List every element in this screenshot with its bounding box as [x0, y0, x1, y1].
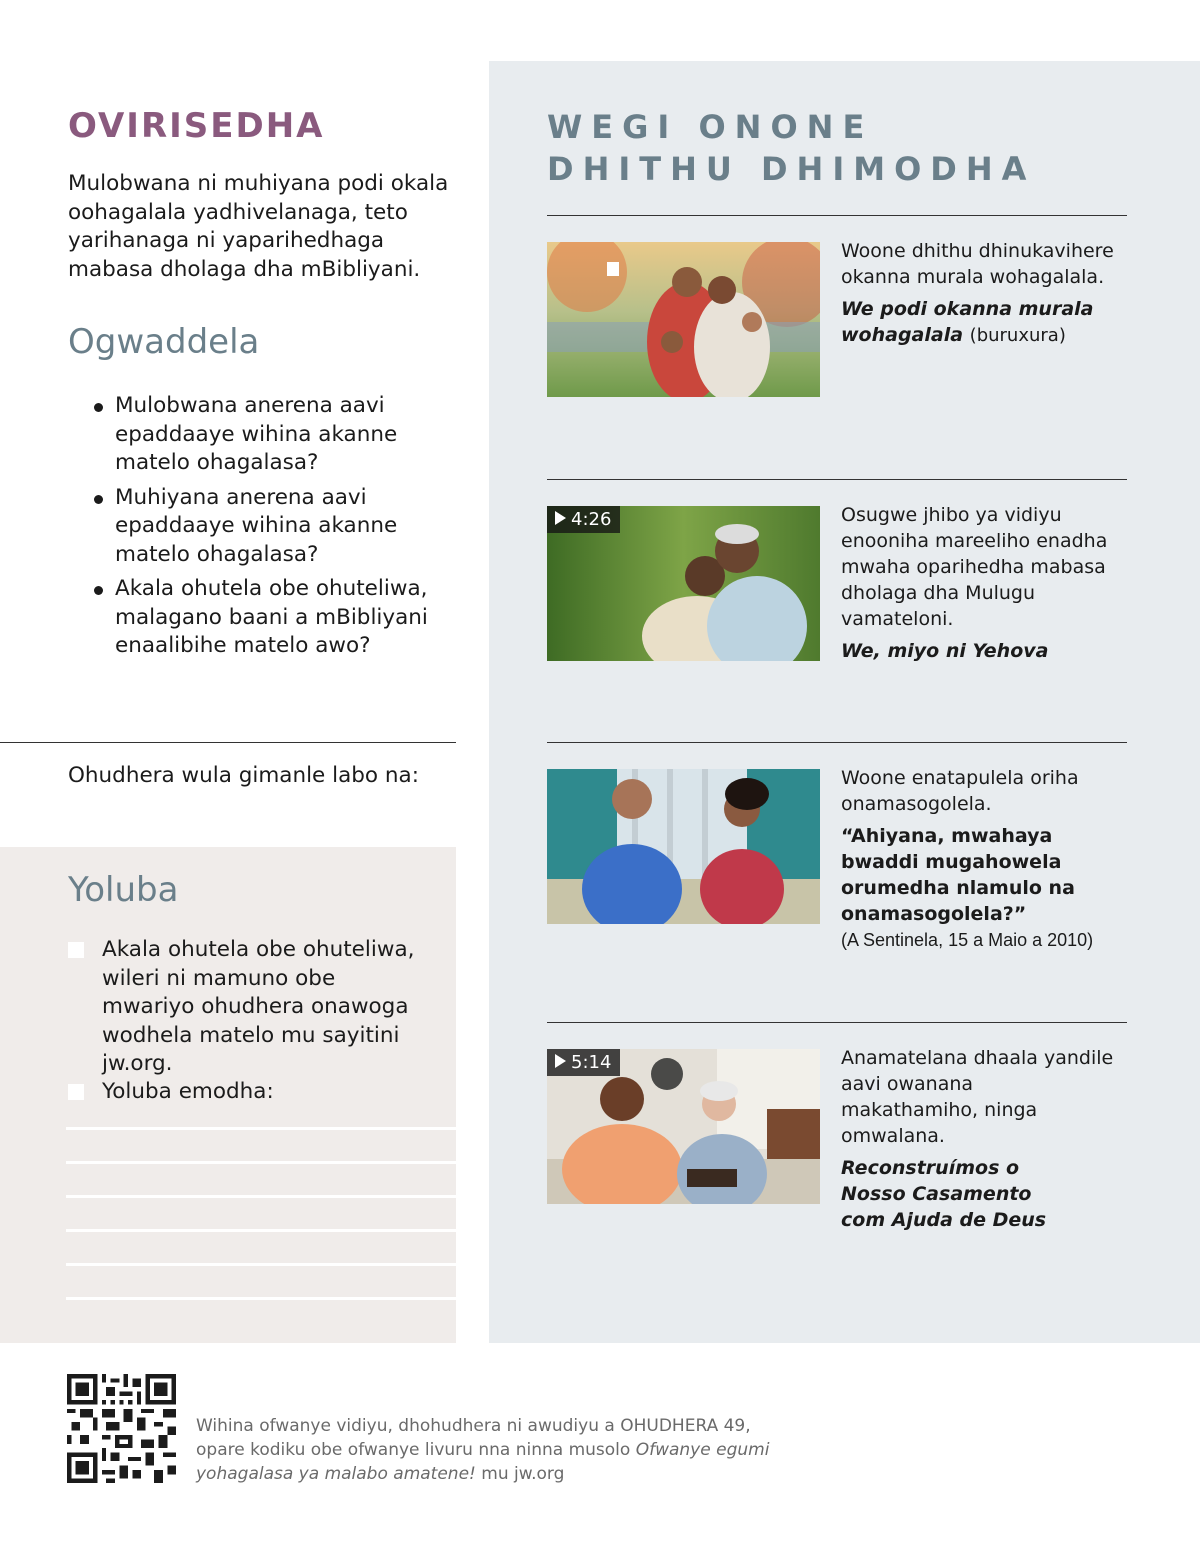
couple-reading-bible-photo[interactable]	[547, 1049, 820, 1204]
resource-item-text	[841, 1045, 1116, 1233]
resources-heading	[547, 106, 1107, 190]
video-duration-badge	[547, 506, 620, 533]
resource-description: Woone enatapulela oriha onamasogolela.	[841, 767, 1079, 815]
resource-divider	[547, 742, 1127, 743]
checkbox[interactable]	[68, 942, 84, 958]
resource-type: (buruxura)	[969, 325, 1066, 346]
writing-line[interactable]	[66, 1263, 456, 1266]
writing-line[interactable]	[66, 1297, 456, 1300]
writing-line[interactable]	[66, 1161, 456, 1164]
play-icon	[555, 511, 566, 525]
summary-text: Mulobwana ni muhiyana podi okala oohagalala yadhivelanaga, teto yarihanaga ni yaparihedhaga mabasa dholaga dha mBibliyani.	[68, 171, 449, 282]
footer-text-part1: Wihina ofwanye vidiyu, dhohudhera ni awudiyu a	[196, 1416, 621, 1436]
play-icon	[555, 1054, 566, 1068]
couple-talking-photo[interactable]	[547, 769, 820, 924]
next-visit-label: Ohudhera wula gimanle labo na:	[68, 763, 419, 788]
resource-item-text	[841, 765, 1116, 953]
summary-heading: OVIRISEDHA	[68, 106, 325, 146]
resource-title[interactable]	[841, 296, 1116, 349]
publication-reference[interactable]: (A Sentinela, 15 a Maio a 2010)	[841, 930, 1094, 950]
resource-title[interactable]: Reconstruímos o Nosso Casamento com Ajuda de Deus	[841, 1157, 1047, 1231]
video-duration: 4:26	[571, 509, 612, 530]
resources-heading-line1: WEGI ONONE	[547, 108, 874, 146]
questions-heading: Ogwaddela	[68, 322, 260, 362]
elderly-couple-embrace-photo[interactable]	[547, 506, 820, 661]
left-divider	[0, 742, 456, 743]
resource-divider	[547, 215, 1127, 216]
resources-heading-line2: DHITHU DHIMODHA	[547, 150, 1036, 188]
resource-title-text[interactable]: We podi okanna murala wohagalala	[841, 298, 1094, 346]
question-item: Muhiyana anerena aavi epaddaaye wihina akanne matelo ohagalasa?	[92, 484, 432, 570]
footer-text	[196, 1414, 796, 1486]
goal-checkbox-item[interactable]	[68, 1078, 428, 1107]
resource-title[interactable]: “Ahiyana, mwahaya bwaddi mugahowela orumedha nlamulo na onamasogolela?”	[841, 825, 1075, 925]
goal-text: Yoluba emodha:	[102, 1079, 274, 1104]
resource-title[interactable]: We, miyo ni Yehova	[841, 640, 1049, 662]
writing-line[interactable]	[66, 1127, 456, 1130]
video-duration-badge	[547, 1049, 620, 1076]
writing-line[interactable]	[66, 1229, 456, 1232]
footer-text-part2: opare kodiku obe ofwanye livuru nna ninna musolo	[196, 1440, 636, 1460]
goal-text: Akala ohutela obe ohuteliwa, wileri ni mamuno obe mwariyo ohudhera onawoga wodhela matelo mu sayitini jw.org.	[102, 937, 415, 1076]
lesson-reference: OHUDHERA 49,	[620, 1416, 751, 1436]
family-selfie-photo[interactable]	[547, 242, 820, 397]
resource-description: Osugwe jhibo ya vidiyu enooniha mareeliho enadha mwaha oparihedha mabasa dholaga dha Mulugu vamateloni.	[841, 504, 1108, 630]
questions-list	[92, 392, 432, 667]
footer-text-part3: mu jw.org	[475, 1464, 565, 1484]
question-item: Mulobwana anerena aavi epaddaaye wihina akanne matelo ohagalasa?	[92, 392, 432, 478]
question-item: Akala ohutela obe ohuteliwa, malagano baani a mBibliyani enaalibihe matelo awo?	[92, 575, 432, 661]
resource-description: Woone dhithu dhinukavihere okanna murala wohagalala.	[841, 240, 1114, 288]
video-duration: 5:14	[571, 1052, 612, 1073]
resource-divider	[547, 479, 1127, 480]
resource-divider	[547, 1022, 1127, 1023]
resource-item-text	[841, 238, 1116, 349]
resource-item-text	[841, 502, 1116, 664]
checkbox[interactable]	[68, 1084, 84, 1100]
book-title: Ofwanye egumi yohagalasa ya malabo amatene!	[196, 1440, 770, 1484]
goal-heading: Yoluba	[68, 870, 179, 910]
writing-line[interactable]	[66, 1195, 456, 1198]
qr-code-icon[interactable]	[67, 1374, 176, 1483]
goal-checkbox-item[interactable]	[68, 936, 428, 1079]
resource-description: Anamatelana dhaala yandile aavi owanana makathamiho, ninga omwalana.	[841, 1047, 1114, 1147]
